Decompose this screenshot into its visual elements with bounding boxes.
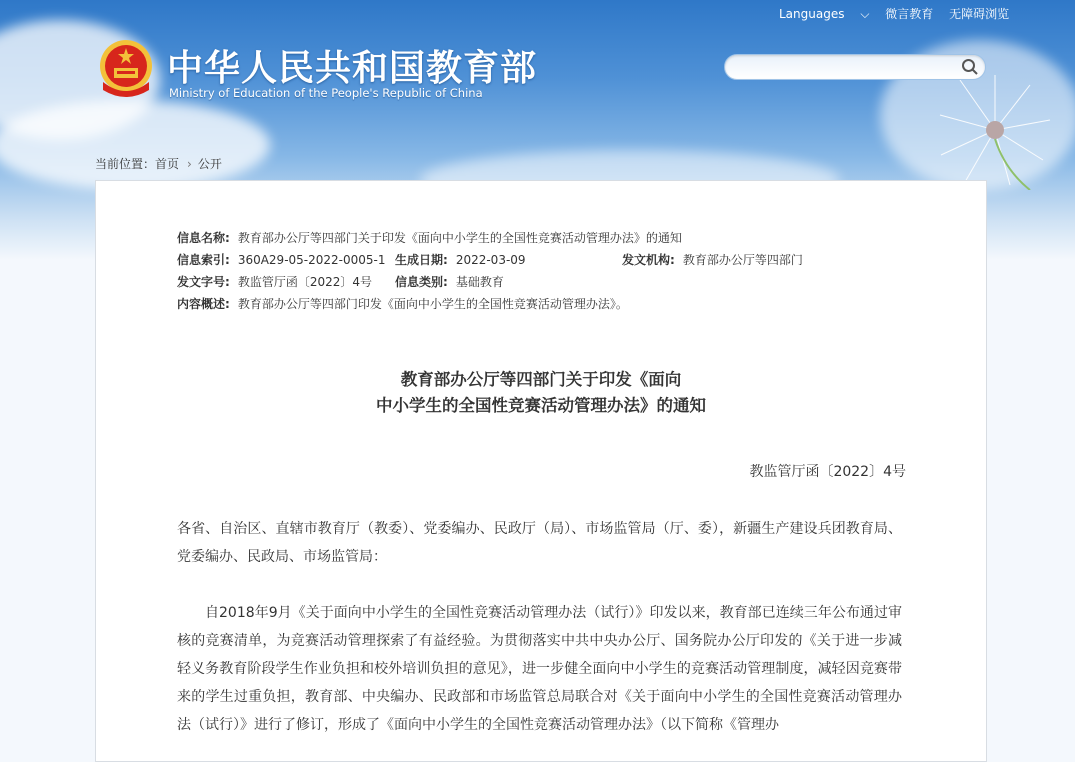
site-title[interactable]: 中华人民共和国教育部 [167, 48, 538, 89]
meta-index-label: 信息索引: [177, 253, 230, 267]
meta-summary-value: 教育部办公厅等四部门印发《面向中小学生的全国性竞赛活动管理办法》。 [237, 297, 628, 311]
languages-link[interactable] [779, 7, 869, 21]
content-panel [95, 180, 987, 762]
search-icon[interactable] [961, 58, 979, 76]
chevron-down-icon: ⌵ [860, 7, 870, 21]
info-metadata [177, 227, 803, 315]
meta-row-summary [177, 293, 682, 315]
document-number: 教监管厅函〔2022〕4号 [749, 464, 906, 480]
breadcrumb-current[interactable]: 公开 [197, 157, 222, 171]
meta-row-name [177, 227, 682, 249]
meta-date-label: 生成日期: [395, 253, 448, 267]
document-title-line1: 教育部办公厅等四部门关于印发《面向 [400, 370, 682, 389]
breadcrumb-home-link[interactable]: 首页 [155, 157, 180, 171]
document-title-line2: 中小学生的全国性竞赛活动管理办法》的通知 [376, 396, 706, 415]
meta-date-value: 2022-03-09 [455, 253, 526, 267]
accessibility-link[interactable]: 无障碍浏览 [949, 7, 1010, 21]
meta-name-label: 信息名称: [177, 231, 230, 245]
dandelion-decoration [935, 70, 1055, 190]
breadcrumb [95, 155, 222, 172]
weibo-link[interactable]: 微言教育 [885, 7, 934, 21]
meta-docno-value: 教监管厅函〔2022〕4号 [237, 275, 372, 289]
breadcrumb-prefix: 当前位置： [95, 157, 156, 171]
site-subtitle: Ministry of Education of the People's Republic of China [169, 86, 483, 100]
document-paragraph-body: 自2018年9月《关于面向中小学生的全国性竞赛活动管理办法（试行）》印发以来，教育部已连续三年公布通过审核的竞赛清单，为竞赛活动管理探索了有益经验。为贯彻落实中共中央办公厅、国务院办公厅印发的《关于进一步减轻义务教育阶段学生作业负担和校外培训负担的意见》，进一步健全面向中小学生的竞赛活动管理制度，减轻因竞赛带来的学生过重负担，教育部、中央编办、民政部和市场监管总局联合对《关于面向中小学生的全国性竞赛活动管理办法（试行）》进行了修订，形成了《面向中小学生的全国性竞赛活动管理办法》（以下简称《管理办 [177, 605, 902, 733]
meta-category-label: 信息类别: [395, 275, 448, 289]
meta-row-index [177, 249, 803, 271]
search-box[interactable] [724, 54, 986, 80]
meta-docno-label: 发文字号: [177, 275, 230, 289]
cloud-decoration [0, 100, 270, 190]
national-emblem-icon[interactable] [97, 38, 155, 100]
meta-category-value: 基础教育 [455, 275, 504, 289]
meta-name-value: 教育部办公厅等四部门关于印发《面向中小学生的全国性竞赛活动管理办法》的通知 [237, 231, 682, 245]
meta-summary-label: 内容概述: [177, 297, 230, 311]
languages-label: Languages [779, 7, 845, 21]
meta-issuer-label: 发文机构: [622, 253, 675, 267]
meta-row-docno [177, 271, 682, 293]
meta-index-value: 360A29-05-2022-0005-1 [237, 253, 386, 267]
breadcrumb-separator: › [187, 157, 192, 171]
top-links [779, 5, 1021, 22]
document-paragraph-addressees: 各省、自治区、直辖市教育厅（教委）、党委编办、民政厅（局）、市场监管局（厅、委），新疆生产建设兵团教育局、党委编办、民政局、市场监管局： [177, 521, 902, 565]
meta-issuer-value: 教育部办公厅等四部门 [682, 253, 803, 267]
document-title [96, 367, 986, 419]
